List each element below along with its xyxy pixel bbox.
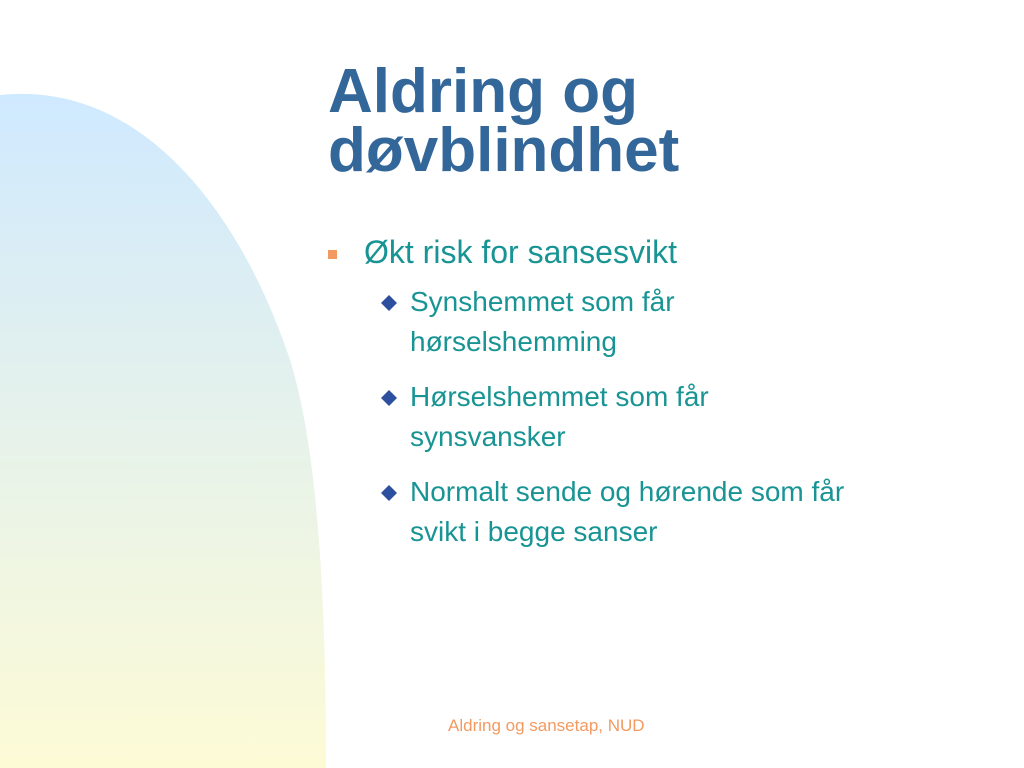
- diamond-bullet-icon: [380, 294, 398, 312]
- diamond-bullet-icon: [380, 484, 398, 502]
- sub-bullet-text-line: Normalt sende og hørende som får: [410, 476, 845, 507]
- sub-bullet-text-line: Hørselshemmet som får: [410, 381, 709, 412]
- sub-bullet-text-line: hørselshemming: [410, 326, 617, 357]
- slide-title-line-1: Aldring og: [328, 57, 638, 126]
- sub-bullet-item: [326, 377, 990, 457]
- bullet-item-level1: [326, 230, 1006, 274]
- slide-title-line-2: døvblindhet: [328, 116, 680, 185]
- slide-content: [326, 230, 1006, 567]
- diamond-bullet-icon: [380, 389, 398, 407]
- sub-bullet-text-line: Synshemmet som får: [410, 286, 675, 317]
- bullet-text: Økt risk for sansesvikt: [364, 234, 677, 270]
- sub-bullet-text-line: svikt i begge sanser: [410, 516, 658, 547]
- square-bullet-icon: [328, 250, 337, 259]
- sub-bullet-item: [326, 472, 990, 552]
- sub-bullet-list: [326, 282, 1006, 552]
- decorative-gradient-shape: [0, 0, 330, 768]
- sub-bullet-text-line: synsvansker: [410, 421, 566, 452]
- footer-text: Aldring og sansetap, NUD: [448, 716, 645, 735]
- slide-title: [328, 57, 1008, 185]
- sub-bullet-item: [326, 282, 990, 362]
